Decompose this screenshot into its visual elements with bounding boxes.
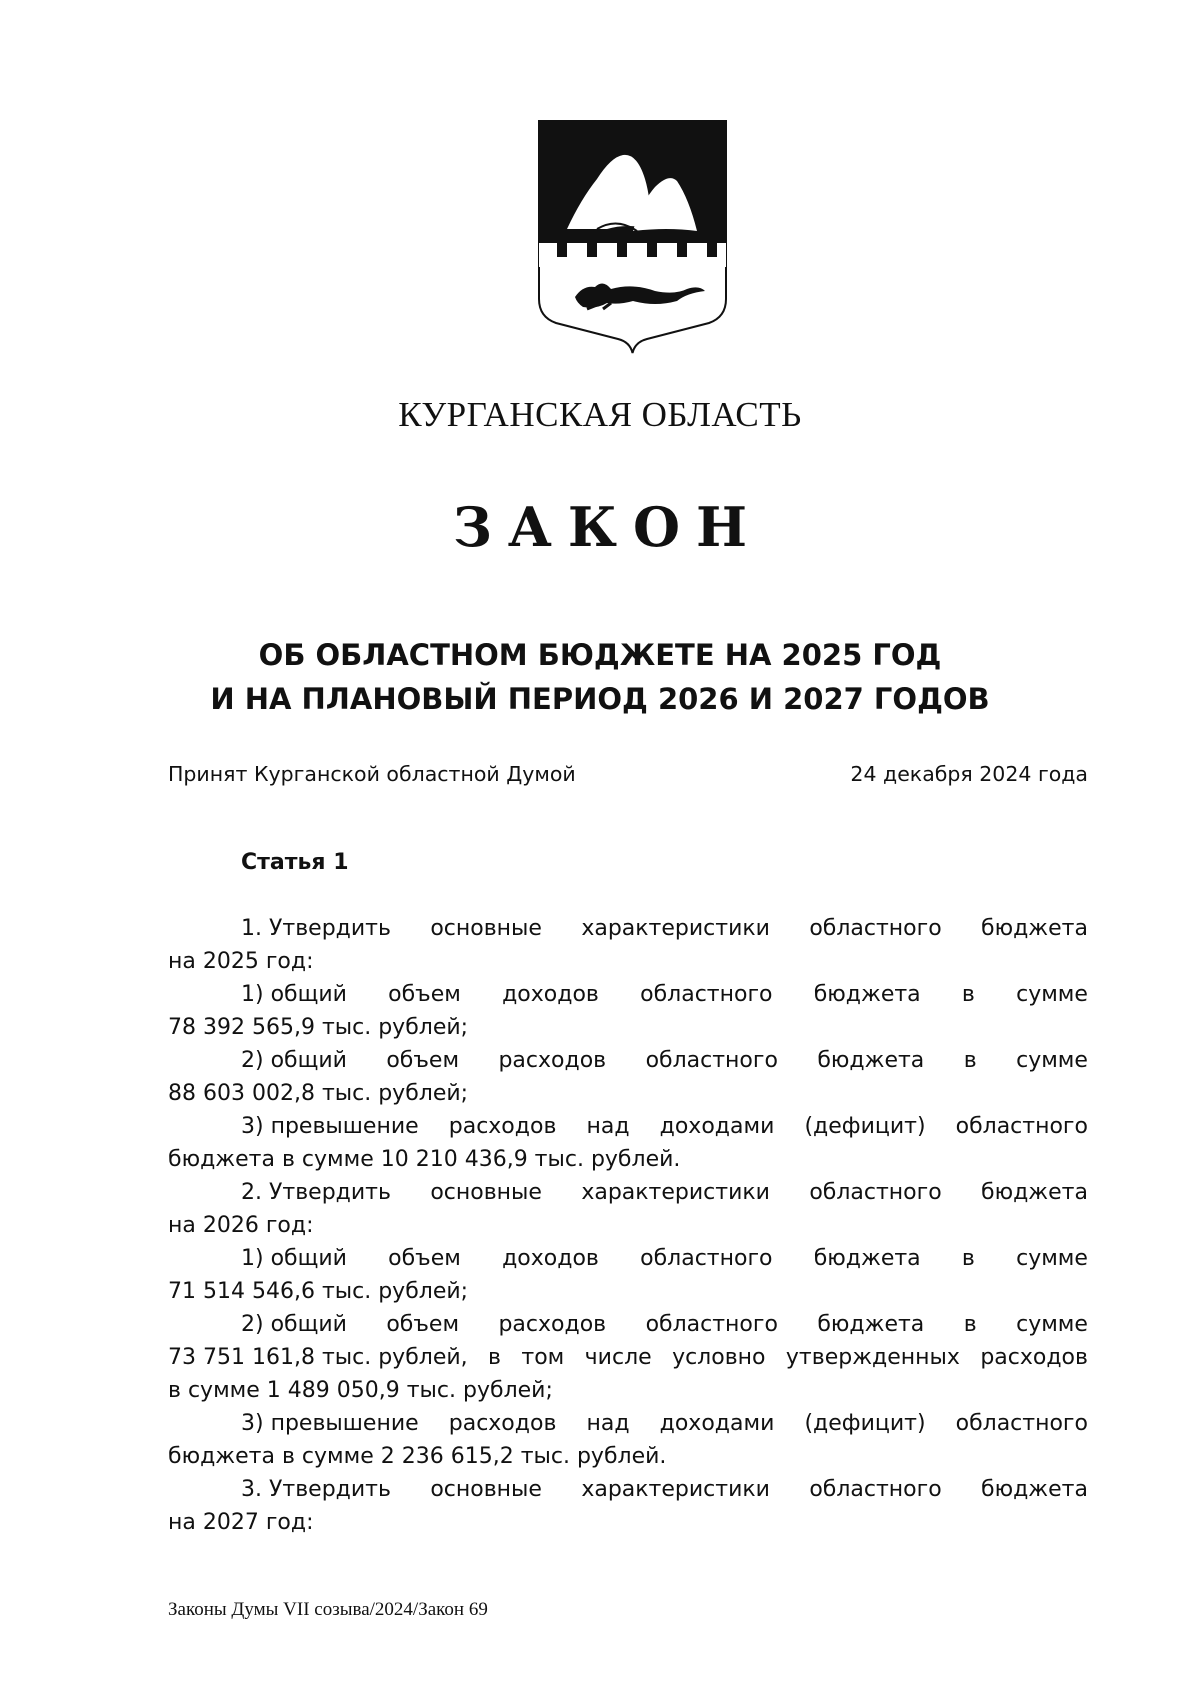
article-line <box>168 1341 1088 1374</box>
document-type: ЗАКОН <box>452 495 764 559</box>
article-word: над <box>586 1114 630 1139</box>
article-word: в сумме 1 489 050,9 тыс. рублей; <box>168 1378 553 1403</box>
article-word: основные <box>430 1180 542 1205</box>
region-name: КУРГАНСКАЯ ОБЛАСТЬ <box>398 395 802 434</box>
article-word: на 2025 год: <box>168 949 314 974</box>
article-word: 3. Утвердить <box>241 1477 391 1502</box>
article-word: 2) общий <box>241 1312 347 1337</box>
article-word: в <box>961 982 975 1007</box>
article-word: областного <box>809 1477 942 1502</box>
article-word: расходов <box>448 1411 557 1436</box>
article-word: основные <box>430 916 542 941</box>
article-word: сумме <box>1016 1246 1088 1271</box>
article-line <box>168 1176 1088 1209</box>
article-word: расходов <box>980 1345 1088 1370</box>
article-line <box>168 1209 1088 1242</box>
article-word: на 2026 год: <box>168 1213 314 1238</box>
article-word: 78 392 565,9 тыс. рублей; <box>168 1015 469 1040</box>
article-word: над <box>586 1411 630 1436</box>
article-word: бюджета в сумме 2 236 615,2 тыс. рублей. <box>168 1444 667 1469</box>
article-body <box>168 912 1088 1539</box>
article-word: бюджета <box>817 1048 925 1073</box>
document-title <box>0 633 1200 721</box>
article-word: характеристики <box>581 1180 770 1205</box>
coat-of-arms-icon <box>537 119 728 355</box>
article-word: 71 514 546,6 тыс. рублей; <box>168 1279 469 1304</box>
article-word: бюджета <box>981 916 1088 941</box>
article-word: объем <box>388 982 461 1007</box>
article-word: доходами <box>659 1411 775 1436</box>
article-line <box>168 912 1088 945</box>
article-line <box>168 1440 1088 1473</box>
article-word: бюджета <box>813 982 921 1007</box>
article-word: бюджета в сумме 10 210 436,9 тыс. рублей. <box>168 1147 681 1172</box>
article-word: сумме <box>1016 1312 1088 1337</box>
article-word: в <box>963 1312 977 1337</box>
article-line <box>168 978 1088 1011</box>
article-word: объем <box>386 1048 460 1073</box>
article-word: в <box>963 1048 977 1073</box>
article-line <box>168 1473 1088 1506</box>
article-word: утвержденных <box>785 1345 960 1370</box>
article-word: 2) общий <box>241 1048 347 1073</box>
article-line <box>168 1143 1088 1176</box>
article-word: 3) превышение <box>241 1114 419 1139</box>
article-word: 1) общий <box>241 982 347 1007</box>
article-word: сумме <box>1016 982 1088 1007</box>
article-line <box>168 1011 1088 1044</box>
article-word: бюджета <box>981 1180 1088 1205</box>
footer-reference: Законы Думы VII созыва/2024/Закон 69 <box>168 1599 488 1620</box>
article-line <box>168 1275 1088 1308</box>
article-word: доходов <box>502 1246 599 1271</box>
article-line <box>168 1242 1088 1275</box>
adoption-date: 24 декабря 2024 года <box>850 762 1088 786</box>
article-word: объем <box>386 1312 460 1337</box>
article-word: (дефицит) <box>804 1411 926 1436</box>
adoption-line <box>168 762 1088 786</box>
article-word: (дефицит) <box>804 1114 926 1139</box>
article-word: 88 603 002,8 тыс. рублей; <box>168 1081 469 1106</box>
article-word: 2. Утвердить <box>241 1180 391 1205</box>
article-word: объем <box>388 1246 461 1271</box>
article-word: расходов <box>448 1114 557 1139</box>
article-word: областного <box>955 1411 1088 1436</box>
article-line <box>168 1308 1088 1341</box>
article-word: том <box>521 1345 565 1370</box>
article-word: областного <box>645 1312 778 1337</box>
article-line <box>168 1407 1088 1440</box>
article-word: на 2027 год: <box>168 1510 314 1535</box>
article-word: областного <box>809 1180 942 1205</box>
article-word: характеристики <box>581 1477 770 1502</box>
article-word: бюджета <box>817 1312 925 1337</box>
article-word: условно <box>672 1345 766 1370</box>
article-heading: Статья 1 <box>241 850 349 875</box>
adopting-body: Принят Курганской областной Думой <box>168 762 576 786</box>
article-word: областного <box>640 982 773 1007</box>
article-line <box>168 945 1088 978</box>
title-line-2: И НА ПЛАНОВЫЙ ПЕРИОД 2026 И 2027 ГОДОВ <box>210 682 990 716</box>
article-word: областного <box>955 1114 1088 1139</box>
article-word: бюджета <box>981 1477 1088 1502</box>
article-line <box>168 1044 1088 1077</box>
article-word: в <box>961 1246 975 1271</box>
title-line-1: ОБ ОБЛАСТНОМ БЮДЖЕТЕ НА 2025 ГОД <box>258 638 942 672</box>
article-word: основные <box>430 1477 542 1502</box>
article-line <box>168 1110 1088 1143</box>
article-word: 1) общий <box>241 1246 347 1271</box>
article-word: доходами <box>659 1114 775 1139</box>
article-word: 73 751 161,8 тыс. рублей, <box>168 1345 468 1370</box>
article-word: расходов <box>498 1048 607 1073</box>
article-word: бюджета <box>813 1246 921 1271</box>
article-word: областного <box>645 1048 778 1073</box>
article-word: в <box>488 1345 502 1370</box>
article-word: областного <box>809 916 942 941</box>
article-word: сумме <box>1016 1048 1088 1073</box>
article-line <box>168 1077 1088 1110</box>
article-word: доходов <box>502 982 599 1007</box>
article-word: расходов <box>498 1312 607 1337</box>
article-word: областного <box>640 1246 773 1271</box>
article-word: числе <box>584 1345 652 1370</box>
article-line <box>168 1506 1088 1539</box>
article-word: 3) превышение <box>241 1411 419 1436</box>
article-word: характеристики <box>581 916 770 941</box>
article-word: 1. Утвердить <box>241 916 391 941</box>
article-line <box>168 1374 1088 1407</box>
